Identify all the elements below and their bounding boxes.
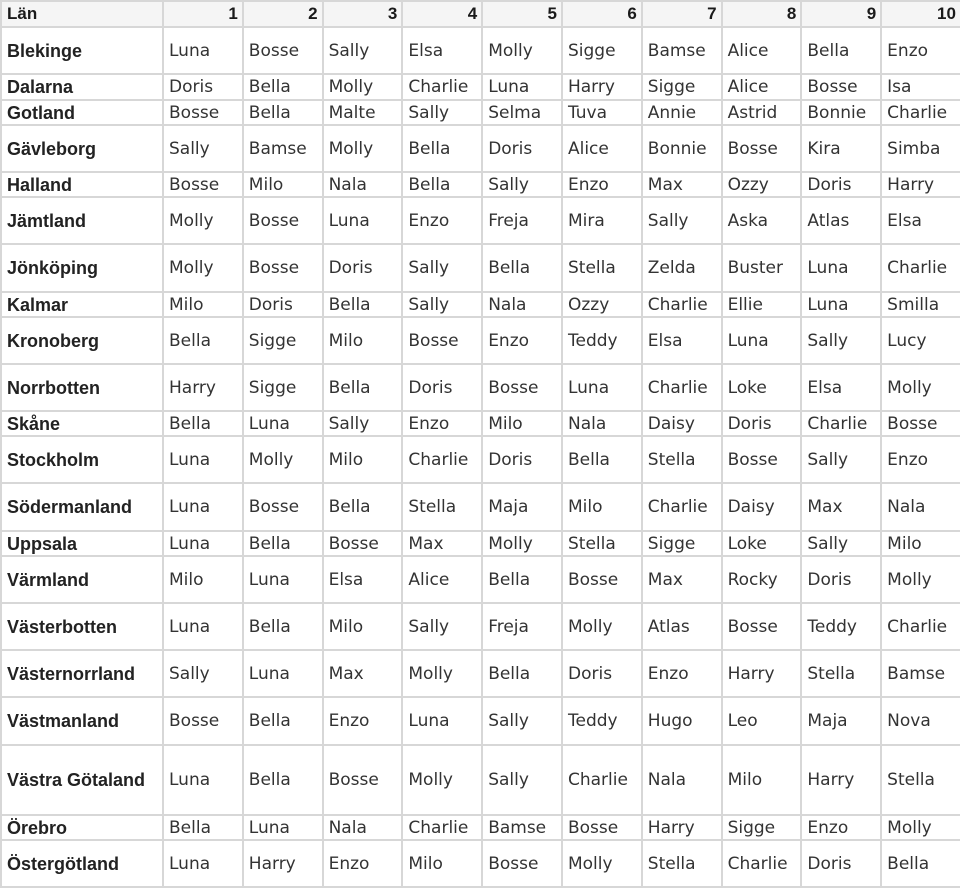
table-header	[1, 1, 960, 27]
name-cell: Charlie	[402, 74, 482, 100]
name-cell: Stella	[562, 244, 642, 292]
name-cell: Simba	[881, 125, 960, 172]
county-label: Västernorrland	[1, 650, 163, 697]
name-cell: Teddy	[562, 697, 642, 745]
name-cell: Freja	[482, 197, 562, 244]
name-cell: Charlie	[642, 292, 722, 317]
county-label: Jämtland	[1, 197, 163, 244]
name-cell: Bonnie	[801, 100, 881, 125]
name-cell: Molly	[163, 197, 243, 244]
name-cell: Milo	[243, 172, 323, 197]
name-cell: Stella	[801, 650, 881, 697]
name-cell: Harry	[801, 745, 881, 815]
name-cell: Enzo	[642, 650, 722, 697]
name-cell: Tuva	[562, 100, 642, 125]
county-label: Skåne	[1, 411, 163, 436]
county-label: Västra Götaland	[1, 745, 163, 815]
name-cell: Bella	[323, 292, 403, 317]
name-cell: Buster	[722, 244, 802, 292]
column-header-rank: 7	[642, 1, 722, 27]
name-cell: Enzo	[323, 697, 403, 745]
name-cell: Rocky	[722, 556, 802, 603]
name-cell: Max	[642, 172, 722, 197]
name-cell: Milo	[402, 840, 482, 887]
name-cell: Enzo	[801, 815, 881, 840]
name-cell: Bosse	[722, 603, 802, 650]
table-row	[1, 697, 960, 745]
name-cell: Harry	[722, 650, 802, 697]
name-cell: Bamse	[482, 815, 562, 840]
table-row	[1, 815, 960, 840]
county-label: Gävleborg	[1, 125, 163, 172]
name-cell: Doris	[482, 436, 562, 483]
name-cell: Hugo	[642, 697, 722, 745]
name-cell: Luna	[482, 74, 562, 100]
name-cell: Bosse	[881, 411, 960, 436]
name-cell: Luna	[243, 815, 323, 840]
name-cell: Selma	[482, 100, 562, 125]
county-label: Jönköping	[1, 244, 163, 292]
name-cell: Doris	[402, 364, 482, 411]
name-cell: Bosse	[243, 27, 323, 74]
table-row	[1, 317, 960, 364]
name-cell: Atlas	[642, 603, 722, 650]
name-cell: Milo	[482, 411, 562, 436]
name-cell: Sally	[402, 292, 482, 317]
name-cell: Bosse	[323, 531, 403, 556]
name-cell: Elsa	[801, 364, 881, 411]
name-cell: Luna	[562, 364, 642, 411]
name-cell: Doris	[323, 244, 403, 292]
name-cell: Bosse	[163, 697, 243, 745]
column-header-rank: 3	[323, 1, 403, 27]
table-row	[1, 556, 960, 603]
name-cell: Elsa	[323, 556, 403, 603]
name-cell: Doris	[722, 411, 802, 436]
column-header-rank: 5	[482, 1, 562, 27]
name-cell: Luna	[163, 531, 243, 556]
name-cell: Bosse	[562, 815, 642, 840]
name-cell: Bosse	[482, 840, 562, 887]
name-cell: Max	[323, 650, 403, 697]
name-cell: Sally	[482, 745, 562, 815]
name-cell: Milo	[163, 292, 243, 317]
name-cell: Doris	[801, 172, 881, 197]
column-header-rank: 10	[881, 1, 960, 27]
name-cell: Harry	[562, 74, 642, 100]
table-row	[1, 411, 960, 436]
name-cell: Molly	[881, 364, 960, 411]
table-row	[1, 27, 960, 74]
name-cell: Daisy	[722, 483, 802, 531]
name-cell: Bella	[482, 650, 562, 697]
name-cell: Maja	[482, 483, 562, 531]
name-cell: Sally	[801, 317, 881, 364]
name-cell: Charlie	[881, 603, 960, 650]
county-label: Uppsala	[1, 531, 163, 556]
name-cell: Doris	[801, 556, 881, 603]
header-row	[1, 1, 960, 27]
name-cell: Milo	[323, 603, 403, 650]
name-cell: Bosse	[562, 556, 642, 603]
table-row	[1, 172, 960, 197]
name-cell: Isa	[881, 74, 960, 100]
name-cell: Max	[801, 483, 881, 531]
name-cell: Sally	[801, 436, 881, 483]
name-cell: Bella	[801, 27, 881, 74]
name-cell: Molly	[482, 27, 562, 74]
name-cell: Elsa	[402, 27, 482, 74]
name-cell: Molly	[243, 436, 323, 483]
name-cell: Luna	[243, 556, 323, 603]
name-cell: Malte	[323, 100, 403, 125]
name-cell: Bosse	[801, 74, 881, 100]
name-cell: Bosse	[163, 172, 243, 197]
name-cell: Sally	[642, 197, 722, 244]
name-cell: Bamse	[881, 650, 960, 697]
name-cell: Leo	[722, 697, 802, 745]
column-header-rank: 1	[163, 1, 243, 27]
county-label: Kalmar	[1, 292, 163, 317]
name-cell: Ellie	[722, 292, 802, 317]
name-cell: Bella	[243, 697, 323, 745]
table-row	[1, 292, 960, 317]
name-cell: Molly	[562, 603, 642, 650]
name-cell: Luna	[323, 197, 403, 244]
name-cell: Harry	[163, 364, 243, 411]
name-cell: Luna	[722, 317, 802, 364]
name-cell: Doris	[801, 840, 881, 887]
name-cell: Bella	[243, 74, 323, 100]
name-cell: Atlas	[801, 197, 881, 244]
name-cell: Nala	[323, 815, 403, 840]
name-cell: Bosse	[323, 745, 403, 815]
name-cell: Mira	[562, 197, 642, 244]
name-cell: Molly	[881, 815, 960, 840]
name-cell: Luna	[402, 697, 482, 745]
county-label: Halland	[1, 172, 163, 197]
name-cell: Elsa	[642, 317, 722, 364]
name-cell: Sally	[323, 27, 403, 74]
name-cell: Nala	[881, 483, 960, 531]
name-cell: Charlie	[642, 483, 722, 531]
column-header-rank: 6	[562, 1, 642, 27]
name-cell: Luna	[163, 483, 243, 531]
name-cell: Charlie	[801, 411, 881, 436]
name-cell: Molly	[562, 840, 642, 887]
name-cell: Zelda	[642, 244, 722, 292]
table-row	[1, 745, 960, 815]
name-cell: Stella	[402, 483, 482, 531]
column-header-lan: Län	[1, 1, 163, 27]
name-cell: Sally	[482, 697, 562, 745]
name-cell: Alice	[402, 556, 482, 603]
name-cell: Bamse	[243, 125, 323, 172]
name-cell: Doris	[482, 125, 562, 172]
county-label: Västmanland	[1, 697, 163, 745]
name-cell: Sigge	[642, 531, 722, 556]
name-cell: Loke	[722, 531, 802, 556]
name-cell: Luna	[801, 244, 881, 292]
name-cell: Max	[402, 531, 482, 556]
name-cell: Loke	[722, 364, 802, 411]
name-cell: Enzo	[881, 436, 960, 483]
name-cell: Molly	[881, 556, 960, 603]
name-cell: Bonnie	[642, 125, 722, 172]
name-cell: Sally	[801, 531, 881, 556]
name-cell: Molly	[323, 125, 403, 172]
name-cell: Milo	[163, 556, 243, 603]
name-cell: Bosse	[402, 317, 482, 364]
name-cell: Stella	[642, 840, 722, 887]
county-label: Örebro	[1, 815, 163, 840]
name-cell: Sigge	[243, 317, 323, 364]
name-cell: Bella	[163, 411, 243, 436]
column-header-rank: 8	[722, 1, 802, 27]
column-header-rank: 9	[801, 1, 881, 27]
name-cell: Charlie	[881, 100, 960, 125]
name-cell: Bella	[402, 172, 482, 197]
name-cell: Smilla	[881, 292, 960, 317]
name-cell: Milo	[722, 745, 802, 815]
name-cell: Freja	[482, 603, 562, 650]
table-row	[1, 100, 960, 125]
county-label: Kronoberg	[1, 317, 163, 364]
table-row	[1, 531, 960, 556]
name-cell: Nova	[881, 697, 960, 745]
name-cell: Bosse	[163, 100, 243, 125]
name-cell: Luna	[163, 840, 243, 887]
name-cell: Bosse	[243, 483, 323, 531]
table-row	[1, 436, 960, 483]
name-cell: Aska	[722, 197, 802, 244]
name-cell: Sally	[163, 125, 243, 172]
name-cell: Bosse	[243, 244, 323, 292]
name-cell: Milo	[323, 317, 403, 364]
name-cell: Sally	[323, 411, 403, 436]
name-cell: Milo	[881, 531, 960, 556]
name-cell: Lucy	[881, 317, 960, 364]
name-cell: Sigge	[722, 815, 802, 840]
name-cell: Bosse	[243, 197, 323, 244]
name-cell: Doris	[243, 292, 323, 317]
name-cell: Sally	[402, 244, 482, 292]
table-row	[1, 74, 960, 100]
table-row	[1, 650, 960, 697]
name-cell: Luna	[163, 745, 243, 815]
column-header-rank: 2	[243, 1, 323, 27]
name-cell: Annie	[642, 100, 722, 125]
name-cell: Enzo	[402, 197, 482, 244]
name-cell: Bella	[881, 840, 960, 887]
name-cell: Sally	[482, 172, 562, 197]
name-cell: Sally	[402, 100, 482, 125]
name-cell: Sally	[402, 603, 482, 650]
county-label: Blekinge	[1, 27, 163, 74]
name-cell: Max	[642, 556, 722, 603]
name-cell: Ozzy	[562, 292, 642, 317]
name-cell: Bella	[323, 364, 403, 411]
name-cell: Bella	[562, 436, 642, 483]
name-cell: Luna	[801, 292, 881, 317]
name-cell: Charlie	[722, 840, 802, 887]
table-row	[1, 197, 960, 244]
name-cell: Molly	[402, 650, 482, 697]
name-cell: Bella	[482, 244, 562, 292]
name-cell: Enzo	[402, 411, 482, 436]
name-cell: Sigge	[562, 27, 642, 74]
name-cell: Enzo	[881, 27, 960, 74]
name-cell: Enzo	[482, 317, 562, 364]
name-cell: Alice	[562, 125, 642, 172]
table-row	[1, 125, 960, 172]
name-cell: Nala	[642, 745, 722, 815]
name-cell: Teddy	[562, 317, 642, 364]
name-cell: Charlie	[562, 745, 642, 815]
name-cell: Bella	[243, 531, 323, 556]
county-label: Södermanland	[1, 483, 163, 531]
name-cell: Daisy	[642, 411, 722, 436]
name-cell: Charlie	[402, 436, 482, 483]
name-cell: Stella	[562, 531, 642, 556]
name-cell: Bosse	[482, 364, 562, 411]
county-label: Östergötland	[1, 840, 163, 887]
name-cell: Bosse	[722, 125, 802, 172]
name-cell: Harry	[642, 815, 722, 840]
name-cell: Molly	[163, 244, 243, 292]
name-cell: Stella	[642, 436, 722, 483]
name-cell: Elsa	[881, 197, 960, 244]
name-cell: Sally	[163, 650, 243, 697]
name-cell: Sigge	[243, 364, 323, 411]
name-cell: Enzo	[323, 840, 403, 887]
name-cell: Teddy	[801, 603, 881, 650]
name-cell: Doris	[562, 650, 642, 697]
name-cell: Bella	[163, 317, 243, 364]
name-cell: Molly	[402, 745, 482, 815]
table-row	[1, 244, 960, 292]
county-label: Värmland	[1, 556, 163, 603]
name-cell: Milo	[323, 436, 403, 483]
name-cell: Bosse	[722, 436, 802, 483]
name-cell: Bella	[323, 483, 403, 531]
name-cell: Maja	[801, 697, 881, 745]
name-cell: Charlie	[881, 244, 960, 292]
name-cell: Luna	[163, 436, 243, 483]
name-cell: Kira	[801, 125, 881, 172]
column-header-rank: 4	[402, 1, 482, 27]
table-row	[1, 840, 960, 887]
name-cell: Bella	[243, 745, 323, 815]
name-cell: Luna	[163, 603, 243, 650]
name-cell: Luna	[163, 27, 243, 74]
name-cell: Bella	[243, 603, 323, 650]
name-cell: Alice	[722, 74, 802, 100]
name-cell: Astrid	[722, 100, 802, 125]
name-cell: Charlie	[402, 815, 482, 840]
county-label: Stockholm	[1, 436, 163, 483]
county-label: Västerbotten	[1, 603, 163, 650]
name-cell: Luna	[243, 650, 323, 697]
name-cell: Bella	[482, 556, 562, 603]
name-cell: Bella	[163, 815, 243, 840]
table-row	[1, 364, 960, 411]
table-row	[1, 603, 960, 650]
name-cell: Bella	[402, 125, 482, 172]
table-row	[1, 483, 960, 531]
county-label: Gotland	[1, 100, 163, 125]
name-cell: Bamse	[642, 27, 722, 74]
name-cell: Bella	[243, 100, 323, 125]
county-label: Norrbotten	[1, 364, 163, 411]
name-cell: Nala	[482, 292, 562, 317]
name-cell: Doris	[163, 74, 243, 100]
county-label: Dalarna	[1, 74, 163, 100]
name-cell: Milo	[562, 483, 642, 531]
name-cell: Ozzy	[722, 172, 802, 197]
table-body	[1, 27, 960, 887]
name-cell: Luna	[243, 411, 323, 436]
name-cell: Molly	[482, 531, 562, 556]
name-cell: Stella	[881, 745, 960, 815]
name-cell: Sigge	[642, 74, 722, 100]
name-cell: Harry	[881, 172, 960, 197]
name-cell: Nala	[323, 172, 403, 197]
name-cell: Molly	[323, 74, 403, 100]
name-cell: Enzo	[562, 172, 642, 197]
name-cell: Nala	[562, 411, 642, 436]
name-cell: Harry	[243, 840, 323, 887]
name-cell: Alice	[722, 27, 802, 74]
name-cell: Charlie	[642, 364, 722, 411]
